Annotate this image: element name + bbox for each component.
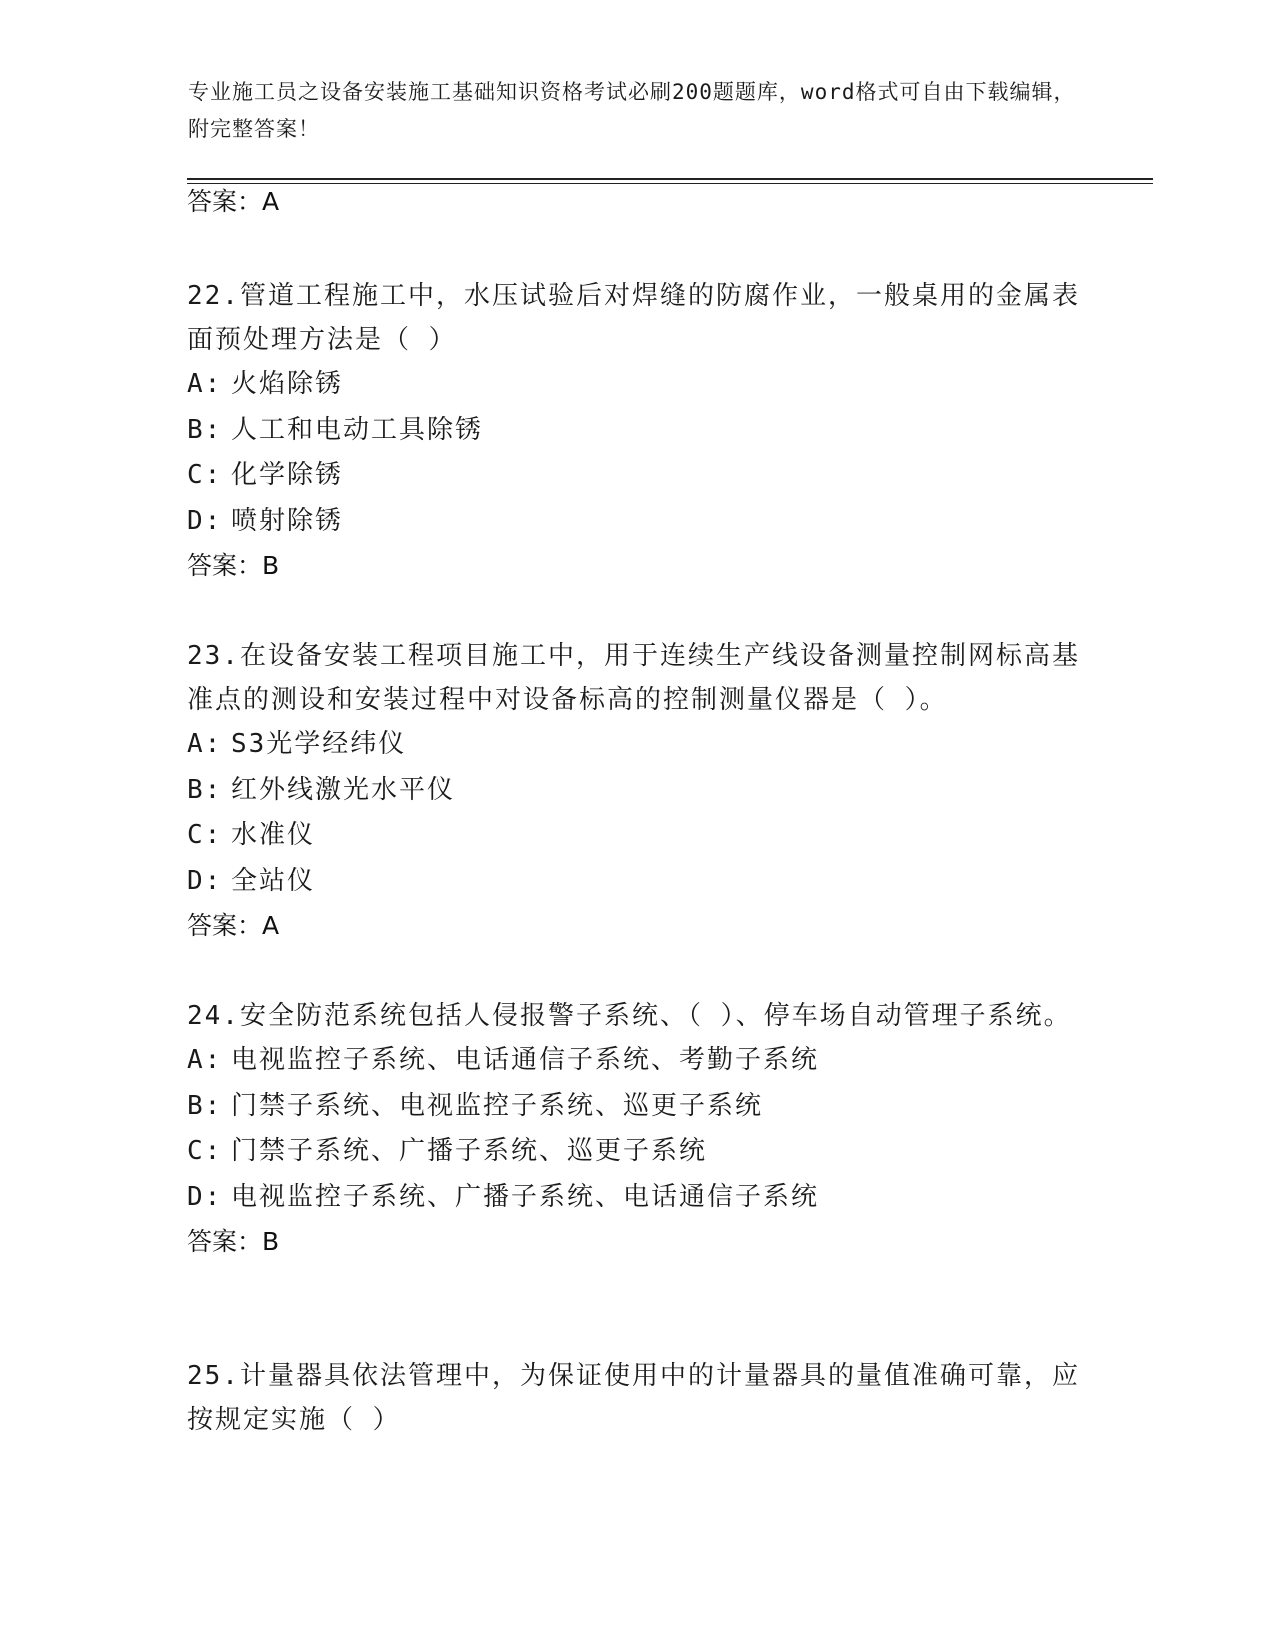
option-text: 门禁子系统、电视监控子系统、巡更子系统 (231, 1090, 764, 1121)
option-key: A: (187, 1045, 223, 1075)
question-answer: 答案：B (187, 1227, 280, 1256)
question-stem: 24.安全防范系统包括人侵报警子系统、（ ）、停车场自动管理子系统。 (187, 1001, 1072, 1031)
option-text: 电视监控子系统、广播子系统、电话通信子系统 (231, 1181, 820, 1212)
option-text: 水准仪 (231, 820, 316, 850)
option-text: 喷射除锈 (231, 505, 344, 536)
question-stem: 23.在设备安装工程项目施工中，用于连续生产线设备测量控制网标高基准点的测设和安装过程中对设备标高的控制测量仪器是（ ）。 (187, 641, 1080, 715)
option-d (187, 1175, 1087, 1221)
option-d (187, 499, 1087, 545)
option-c (187, 813, 1087, 859)
question-25 (187, 1354, 1087, 1442)
option-b (187, 408, 1087, 454)
page-header-text: 专业施工员之设备安装施工基础知识资格考试必刷200题题库，word格式可自由下载编辑，附完整答案！ (188, 80, 1076, 141)
option-text: 门禁子系统、广播子系统、巡更子系统 (231, 1136, 708, 1166)
option-key: C: (187, 460, 223, 490)
option-c (187, 1129, 1087, 1175)
option-a (187, 362, 1087, 408)
question-23 (187, 634, 1087, 948)
option-key: D: (187, 865, 223, 896)
option-text: S3光学经纬仪 (231, 729, 407, 759)
option-b (187, 768, 1087, 814)
option-text: 化学除锈 (231, 460, 344, 490)
option-text: 人工和电动工具除锈 (231, 414, 484, 445)
option-text: 火焰除锈 (231, 369, 344, 399)
option-a (187, 722, 1087, 768)
option-key: A: (187, 729, 223, 759)
question-answer: 答案：A (187, 911, 280, 940)
option-text: 全站仪 (231, 865, 316, 896)
option-key: D: (187, 505, 223, 536)
previous-question-answer: 答案：A (187, 187, 280, 216)
question-stem: 22.管道工程施工中，水压试验后对焊缝的防腐作业，一般桌用的金属表面预处理方法是（ ） (187, 281, 1080, 355)
option-key: D: (187, 1181, 223, 1212)
header-divider (187, 178, 1153, 184)
option-d (187, 859, 1087, 905)
question-answer: 答案：B (187, 551, 280, 580)
option-key: C: (187, 820, 223, 850)
option-b (187, 1084, 1087, 1130)
option-a (187, 1038, 1087, 1084)
option-text: 电视监控子系统、电话通信子系统、考勤子系统 (231, 1045, 820, 1075)
option-key: B: (187, 774, 223, 805)
option-c (187, 453, 1087, 499)
option-text: 红外线激光水平仪 (231, 774, 456, 805)
question-stem: 25.计量器具依法管理中，为保证使用中的计量器具的量值准确可靠，应按规定实施（ ） (187, 1361, 1080, 1435)
option-key: B: (187, 414, 223, 445)
question-22 (187, 274, 1087, 588)
option-key: C: (187, 1136, 223, 1166)
option-key: A: (187, 369, 223, 399)
question-24 (187, 994, 1087, 1264)
option-key: B: (187, 1090, 223, 1121)
